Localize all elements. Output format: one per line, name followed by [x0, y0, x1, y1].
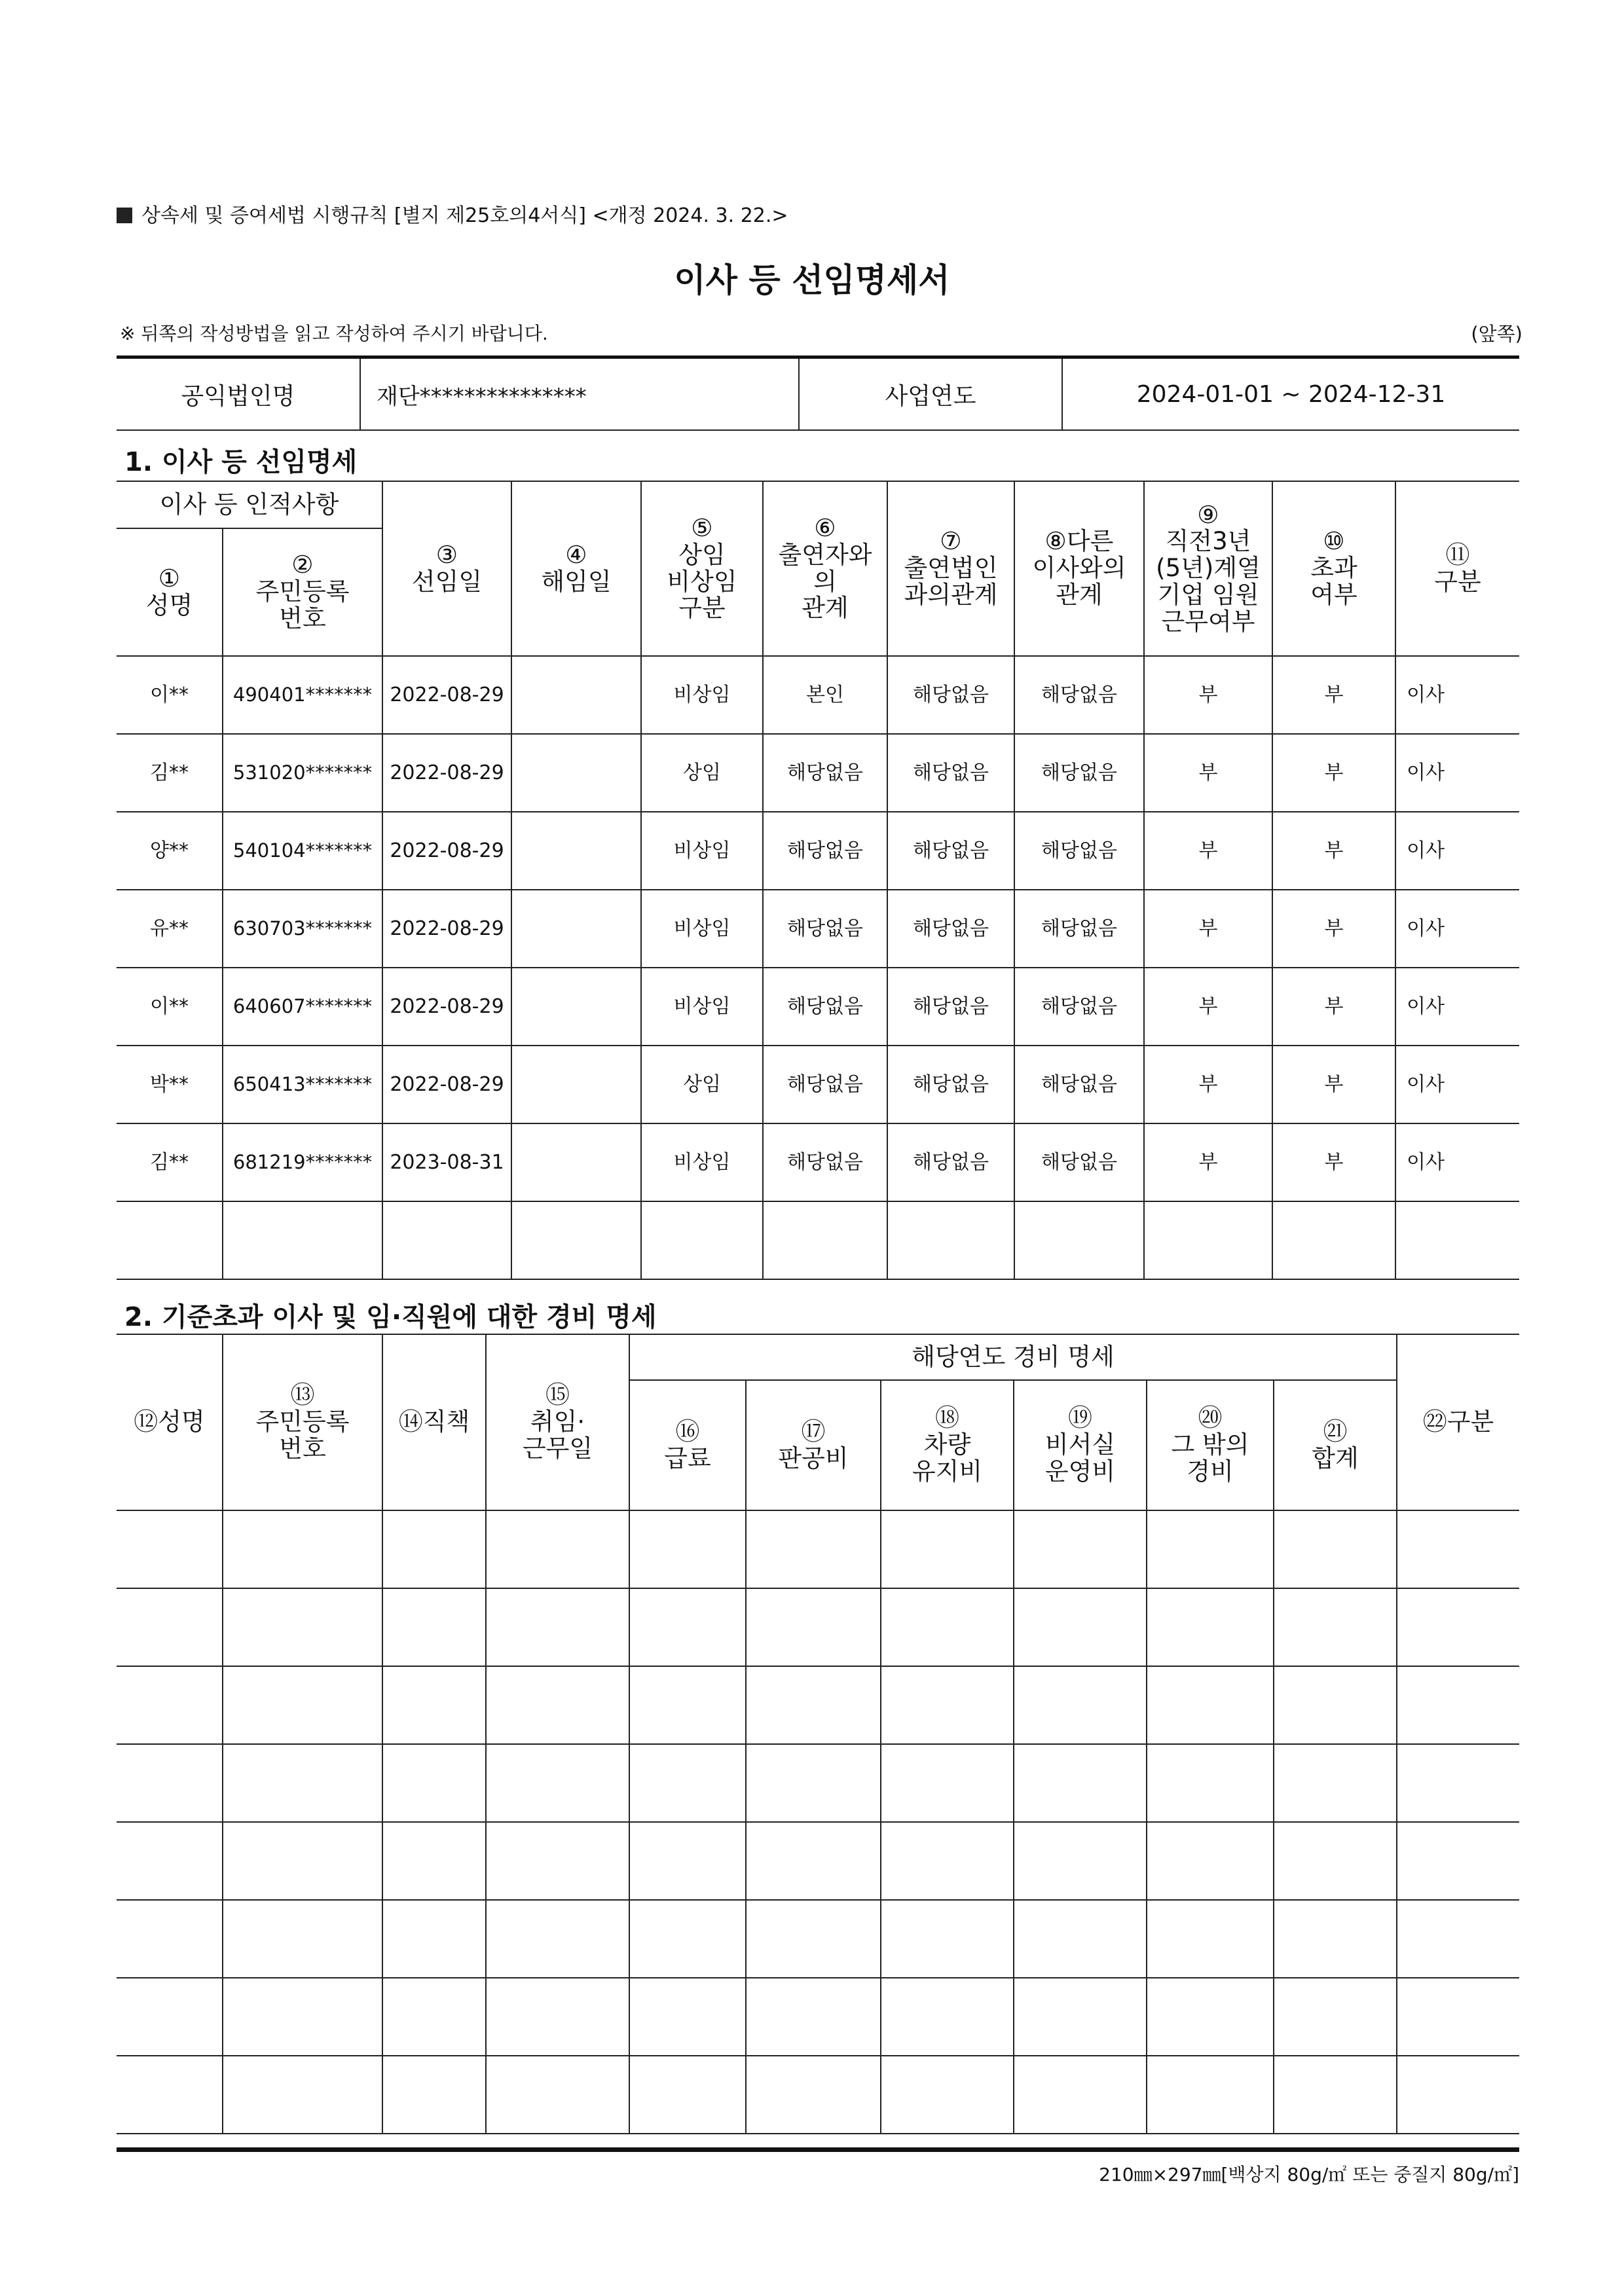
table-row [117, 1588, 1519, 1666]
cell-name: 양** [117, 812, 223, 890]
table-row [117, 734, 1519, 812]
cell-excess: 부 [1272, 1123, 1395, 1201]
legal-basis-text: 상속세 및 증여세법 시행규칙 [별지 제25호의4서식] <개정 2024. 3. 22.> [141, 204, 788, 227]
cell-rel-other: 해당없음 [1014, 890, 1144, 968]
col-other-expense: ⑳ 그 밖의 경비 [1147, 1380, 1274, 1510]
cell-rrn [223, 1201, 382, 1279]
cell-rel-corp: 해당없음 [887, 1046, 1014, 1123]
cell-prior-work: 부 [1144, 1123, 1272, 1201]
cell-dismissed [511, 890, 641, 968]
cell-rel-contrib: 해당없음 [763, 890, 887, 968]
corp-name-value: 재단*************** [360, 357, 799, 431]
cell-rrn: 650413******* [223, 1046, 382, 1123]
cell-dismissed [511, 1123, 641, 1201]
bottom-rule [117, 2147, 1519, 2152]
cell-excess: 부 [1272, 1046, 1395, 1123]
director-appointment-table [117, 481, 1519, 1280]
col-activity-expense: ⑰ 판공비 [746, 1380, 881, 1510]
cell-fulltime: 비상임 [641, 968, 763, 1046]
instruction-note: ※ 뒤쪽의 작성방법을 읽고 작성하여 주시기 바랍니다. [120, 323, 548, 344]
cell-dismissed [511, 656, 641, 734]
cell-rel-other [1014, 1201, 1144, 1279]
cell-appointed: 2022-08-29 [382, 968, 511, 1046]
cell-rel-contrib [763, 1201, 887, 1279]
col-category: ㉒구분 [1397, 1334, 1519, 1510]
col-category: ⑪ 구분 [1395, 481, 1519, 656]
cell-fulltime: 비상임 [641, 890, 763, 968]
section2-title: 2. 기준초과 이사 및 임·직원에 대한 경비 명세 [124, 1302, 657, 1332]
cell-prior-work: 부 [1144, 1046, 1272, 1123]
cell-rel-contrib: 해당없음 [763, 1046, 887, 1123]
cell-name: 김** [117, 1123, 223, 1201]
cell-name: 박** [117, 1046, 223, 1123]
cell-fulltime: 비상임 [641, 812, 763, 890]
cell-name: 이** [117, 656, 223, 734]
corp-info-table [117, 355, 1519, 431]
cell-rrn: 540104******* [223, 812, 382, 890]
table-row [117, 1900, 1519, 1978]
table-row [117, 812, 1519, 890]
cell-name [117, 1201, 223, 1279]
cell-prior-work: 부 [1144, 734, 1272, 812]
col-prior-affiliate-work: ⑨ 직전3년 (5년)계열 기업 임원 근무여부 [1144, 481, 1272, 656]
cell-excess: 부 [1272, 656, 1395, 734]
cell-appointed: 2022-08-29 [382, 734, 511, 812]
col-appointed-date: ③ 선임일 [382, 481, 511, 656]
cell-fulltime: 비상임 [641, 656, 763, 734]
col-name: ⑫성명 [117, 1334, 223, 1510]
cell-rel-corp: 해당없음 [887, 968, 1014, 1046]
cell-fulltime: 상임 [641, 734, 763, 812]
cell-category: 이사 [1395, 812, 1519, 890]
cell-rel-other: 해당없음 [1014, 656, 1144, 734]
table-row [117, 1201, 1519, 1279]
cell-excess [1272, 1201, 1395, 1279]
table-row [117, 1510, 1519, 1588]
cell-fulltime: 상임 [641, 1046, 763, 1123]
personal-info-group-header: 이사 등 인적사항 [117, 481, 382, 528]
col-relation-contributor: ⑥ 출연자와 의 관계 [763, 481, 887, 656]
expense-group-header: 해당연도 경비 명세 [629, 1334, 1397, 1380]
col-dismissed-date: ④ 해임일 [511, 481, 641, 656]
excess-expense-table [117, 1334, 1519, 2134]
corp-name-label: 공익법인명 [117, 357, 360, 431]
cell-category: 이사 [1395, 968, 1519, 1046]
cell-appointed: 2023-08-31 [382, 1123, 511, 1201]
cell-appointed: 2022-08-29 [382, 656, 511, 734]
business-year-value: 2024-01-01 ~ 2024-12-31 [1062, 357, 1519, 431]
cell-category: 이사 [1395, 890, 1519, 968]
page-title: 이사 등 선임명세서 [674, 261, 950, 299]
square-bullet-icon [117, 208, 132, 223]
paper-spec-footer: 210㎜×297㎜[백상지 80g/㎡ 또는 중질지 80g/㎡] [1099, 2164, 1519, 2185]
cell-name: 유** [117, 890, 223, 968]
col-relation-corp: ⑦ 출연법인 과의관계 [887, 481, 1014, 656]
cell-rel-contrib: 해당없음 [763, 734, 887, 812]
cell-rel-contrib: 해당없음 [763, 968, 887, 1046]
table-row [117, 890, 1519, 968]
table-row [117, 1744, 1519, 1822]
table-row [117, 1822, 1519, 1900]
cell-rel-other: 해당없음 [1014, 812, 1144, 890]
cell-dismissed [511, 812, 641, 890]
cell-category: 이사 [1395, 1123, 1519, 1201]
cell-excess: 부 [1272, 734, 1395, 812]
cell-rel-other: 해당없음 [1014, 1123, 1144, 1201]
col-name: ① 성명 [117, 528, 223, 656]
cell-appointed [382, 1201, 511, 1279]
cell-category: 이사 [1395, 734, 1519, 812]
col-work-date: ⑮ 취임· 근무일 [486, 1334, 629, 1510]
table-row [117, 656, 1519, 734]
cell-fulltime: 비상임 [641, 1123, 763, 1201]
col-fulltime-type: ⑤ 상임 비상임 구분 [641, 481, 763, 656]
cell-rrn: 640607******* [223, 968, 382, 1046]
table-row [117, 1978, 1519, 2056]
cell-excess: 부 [1272, 968, 1395, 1046]
table-row [117, 968, 1519, 1046]
cell-prior-work [1144, 1201, 1272, 1279]
col-excess: ⑩ 초과 여부 [1272, 481, 1395, 656]
cell-category: 이사 [1395, 656, 1519, 734]
cell-name: 이** [117, 968, 223, 1046]
cell-category [1395, 1201, 1519, 1279]
cell-prior-work: 부 [1144, 968, 1272, 1046]
page-side-label: (앞쪽) [1471, 323, 1522, 345]
cell-excess: 부 [1272, 890, 1395, 968]
cell-rel-corp: 해당없음 [887, 1123, 1014, 1201]
cell-name: 김** [117, 734, 223, 812]
col-vehicle-expense: ⑱ 차량 유지비 [881, 1380, 1014, 1510]
section1-title: 1. 이사 등 선임명세 [124, 447, 358, 477]
table-row [117, 1666, 1519, 1744]
cell-rrn: 531020******* [223, 734, 382, 812]
cell-rrn: 681219******* [223, 1123, 382, 1201]
cell-rel-corp [887, 1201, 1014, 1279]
cell-rel-corp: 해당없음 [887, 656, 1014, 734]
cell-dismissed [511, 968, 641, 1046]
cell-rel-other: 해당없음 [1014, 968, 1144, 1046]
cell-excess: 부 [1272, 812, 1395, 890]
table-row [117, 1123, 1519, 1201]
cell-rel-corp: 해당없음 [887, 890, 1014, 968]
cell-rel-contrib: 해당없음 [763, 812, 887, 890]
col-position: ⑭직책 [382, 1334, 486, 1510]
cell-dismissed [511, 1046, 641, 1123]
col-rrn: ② 주민등록 번호 [223, 528, 382, 656]
cell-rel-other: 해당없음 [1014, 1046, 1144, 1123]
table-row [117, 1046, 1519, 1123]
cell-category: 이사 [1395, 1046, 1519, 1123]
cell-rel-contrib: 해당없음 [763, 1123, 887, 1201]
cell-fulltime [641, 1201, 763, 1279]
cell-prior-work: 부 [1144, 812, 1272, 890]
legal-basis [117, 199, 788, 228]
cell-prior-work: 부 [1144, 890, 1272, 968]
col-secretary-expense: ⑲ 비서실 운영비 [1014, 1380, 1147, 1510]
cell-rel-corp: 해당없음 [887, 734, 1014, 812]
col-relation-other-directors: ⑧다른 이사와의 관계 [1014, 481, 1144, 656]
cell-rel-contrib: 본인 [763, 656, 887, 734]
cell-appointed: 2022-08-29 [382, 890, 511, 968]
cell-rel-corp: 해당없음 [887, 812, 1014, 890]
cell-dismissed [511, 734, 641, 812]
cell-appointed: 2022-08-29 [382, 1046, 511, 1123]
col-rrn: ⑬ 주민등록 번호 [223, 1334, 382, 1510]
cell-prior-work: 부 [1144, 656, 1272, 734]
cell-dismissed [511, 1201, 641, 1279]
cell-rel-other: 해당없음 [1014, 734, 1144, 812]
cell-appointed: 2022-08-29 [382, 812, 511, 890]
cell-rrn: 490401******* [223, 656, 382, 734]
business-year-label: 사업연도 [799, 357, 1062, 431]
col-salary: ⑯ 급료 [629, 1380, 746, 1510]
table-row [117, 2056, 1519, 2134]
cell-rrn: 630703******* [223, 890, 382, 968]
col-total: ㉑ 합계 [1274, 1380, 1397, 1510]
